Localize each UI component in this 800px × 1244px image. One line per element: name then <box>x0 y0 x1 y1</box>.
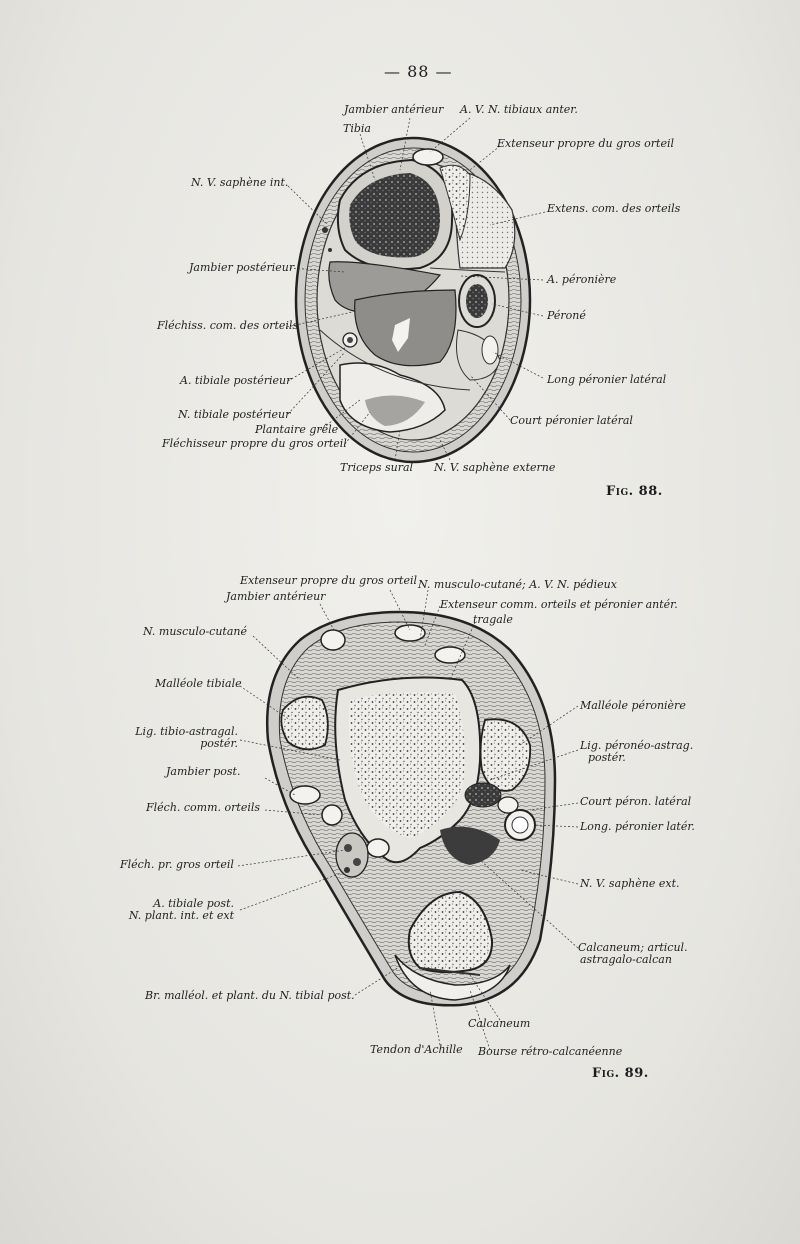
label-a-tibiale-post-n-plant <box>100 898 234 922</box>
label-court-peronier-lateral: Court péronier latéral <box>510 414 633 427</box>
label-calcaneum-articul-line1: Calcaneum; articul. <box>578 941 688 954</box>
label-triceps-sural: Triceps sural <box>340 461 414 474</box>
figure-88-caption: Fig. 88. <box>606 484 663 499</box>
label-nv-saphene-ext: N. V. saphène ext. <box>580 877 680 890</box>
label-lig-tibio-astragal-line2: postér. <box>200 737 238 750</box>
label-flech-comm-orteils: Fléch. comm. orteils <box>146 801 261 814</box>
label-long-peronier-later: Long. péronier latér. <box>580 820 695 833</box>
label-a-tibiale-posterieur: A. tibiale postérieur <box>180 374 292 387</box>
page-number: — 88 — <box>384 62 453 81</box>
label-jambier-post: Jambier post. <box>166 765 241 778</box>
label-n-tibiale-posterieur: N. tibiale postérieur <box>178 408 291 421</box>
label-astragale: tragale <box>473 613 513 626</box>
label-perone: Péroné <box>547 309 586 322</box>
label-lig-peroneo-astrag-line2: postér. <box>588 751 626 764</box>
label-nv-saphene-externe: N. V. saphène externe <box>434 461 556 474</box>
label-calcaneum-articul-line2: astragalo-calcan <box>580 953 672 966</box>
label-extenseur-propre-gros-orteil-89: Extenseur propre du gros orteil <box>240 574 418 587</box>
label-calcaneum: Calcaneum <box>468 1017 531 1030</box>
ankle-cross-section <box>267 612 555 1005</box>
label-extenseur-comm-orteils-peronier-anter: Extenseur comm. orteils et péronier antér. <box>440 598 678 611</box>
label-extens-com-orteils: Extens. com. des orteils <box>547 202 681 215</box>
label-br-malleol-plant: Br. malléol. et plant. du N. tibial post. <box>145 989 355 1002</box>
label-malleole-peroniere: Malléole péronière <box>580 699 686 712</box>
label-lig-peroneo-astrag-poster <box>580 740 693 764</box>
label-plantaire-grele: Plantaire grêle <box>255 423 339 436</box>
label-malleole-tibiale: Malléole tibiale <box>155 677 242 690</box>
label-n-musculo-cutane: N. musculo-cutané <box>143 625 247 638</box>
label-tibia: Tibia <box>343 122 371 135</box>
label-nv-saphene-int: N. V. saphène int. <box>191 176 289 189</box>
label-n-musculo-cutane-av-n-pedieux: N. musculo-cutané; A. V. N. pédieux <box>418 578 617 591</box>
label-a-peroniere: A. péronière <box>547 273 617 286</box>
label-flechisseur-propre-gros-orteil: Fléchisseur propre du gros orteil <box>162 437 347 450</box>
label-jambier-anterieur-89: Jambier antérieur <box>226 590 326 603</box>
label-extenseur-propre-gros-orteil: Extenseur propre du gros orteil <box>497 137 675 150</box>
bleed-through-text <box>509 1092 513 1106</box>
label-lig-peroneo-astrag-line1: Lig. péronéo-astrag. <box>580 739 694 752</box>
label-bourse-retro-calcaneenne: Bourse rétro-calcanéenne <box>478 1045 623 1058</box>
label-long-peronier-lateral: Long péronier latéral <box>547 373 667 386</box>
label-flechiss-com-orteils: Fléchiss. com. des orteils <box>157 319 299 332</box>
label-n-plant-int-ext: N. plant. int. et ext <box>128 909 234 922</box>
label-jambier-anterieur: Jambier antérieur <box>344 103 444 116</box>
label-jambier-posterieur: Jambier postérieur <box>189 261 295 274</box>
leg-cross-section <box>296 138 530 462</box>
label-court-peron-lateral: Court péron. latéral <box>580 795 692 808</box>
label-flech-pr-gros-orteil: Fléch. pr. gros orteil <box>120 858 234 871</box>
figure-89-caption: Fig. 89. <box>592 1066 649 1081</box>
label-lig-tibio-astragal-line1: Lig. tibio-astragal. <box>135 725 238 738</box>
label-calcaneum-articul <box>578 942 688 966</box>
label-tendon-achille: Tendon d'Achille <box>370 1043 463 1056</box>
label-lig-tibio-astragal-poster <box>120 726 238 750</box>
label-a-tibiale-post: A. tibiale post. <box>153 897 234 910</box>
label-av-n-tibiaux-anter: A. V. N. tibiaux anter. <box>460 103 578 116</box>
